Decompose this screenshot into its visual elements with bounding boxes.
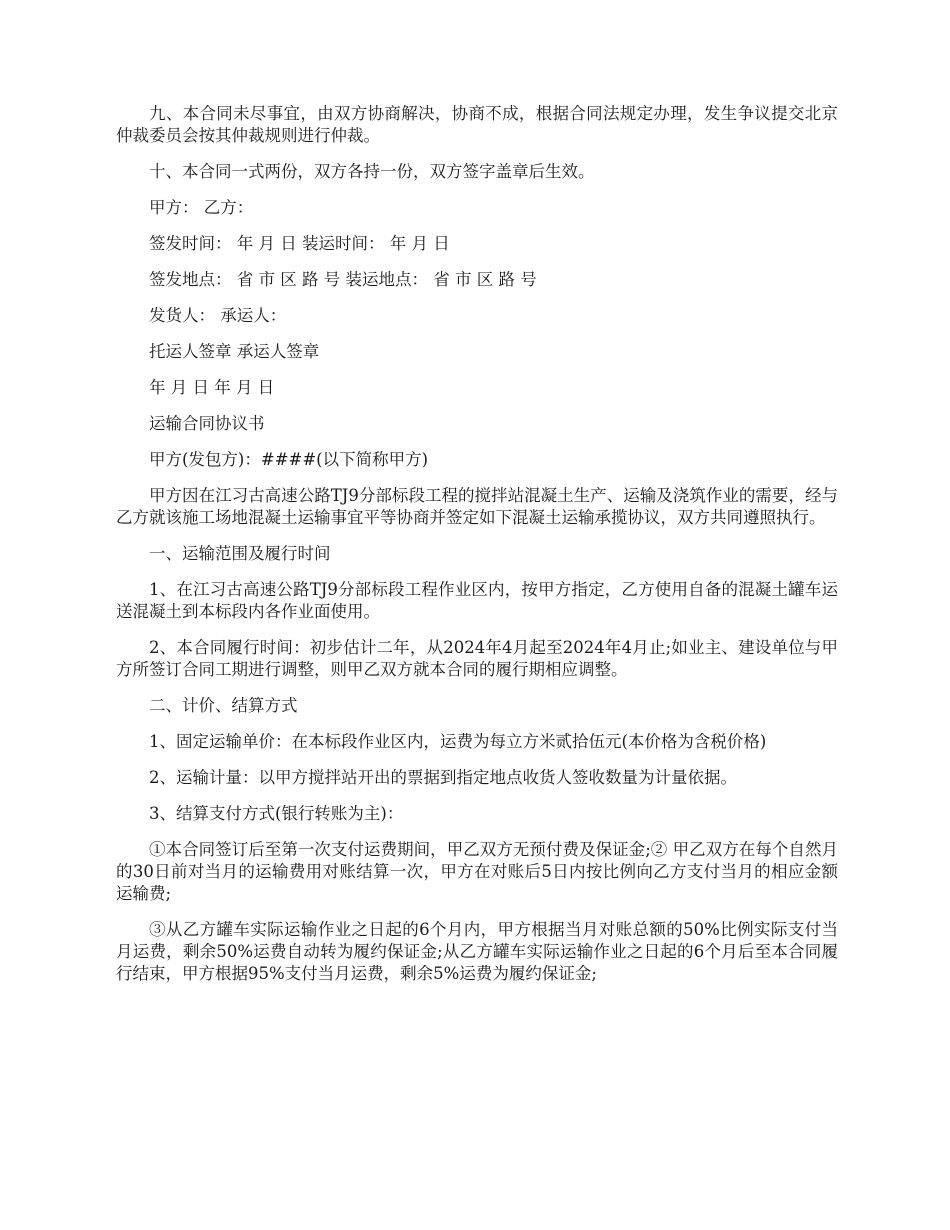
section-two-item-2: 2、运输计量：以甲方搅拌站开出的票据到指定地点收货人签收数量为计量依据。 (149, 768, 737, 787)
issue-time-line: 签发时间： 年 月 日 装运时间： 年 月 日 (149, 234, 450, 253)
section-two-item-3: 3、结算支付方式(银行转账为主)： (149, 804, 404, 823)
section-two-item-1: 1、固定运输单价：在本标段作业区内，运费为每立方米贰拾伍元(本价格为含税价格) (149, 732, 767, 751)
section-one-item-1: 1、在江习古高速公路TJ9分部标段工程作业区内，按甲方指定，乙方使用自备的混凝土罐车运送混凝土到本标段内各作业面使用。 (116, 580, 838, 621)
section-one-heading: 一、运输范围及履行时间 (149, 544, 331, 563)
shipper-carrier-line: 发货人： 承运人： (149, 306, 287, 325)
agreement-title: 运输合同协议书 (149, 414, 265, 433)
payment-clause-3: ③从乙方罐车实际运输作业之日起的6个月内，甲方根据当月对账总额的50%比例实际支付当月运费，剩余50%运费自动转为履约保证金;从乙方罐车实际运输作业之日起的6个月后至本合同履行结束，甲方根据95%支付当月运费，剩余5%运费为履约保证金; (116, 920, 838, 983)
section-two-heading: 二、计价、结算方式 (149, 696, 298, 715)
party-a-line: 甲方(发包方)：####(以下简称甲方) (149, 450, 429, 469)
issue-place-line: 签发地点： 省 市 区 路 号 装运地点： 省 市 区 路 号 (149, 270, 537, 289)
clause-nine: 九、本合同未尽事宜，由双方协商解决，协商不成，根据合同法规定办理，发生争议提交北京仲裁委员会按其仲裁规则进行仲裁。 (116, 104, 838, 145)
document-page (116, 103, 838, 999)
seal-line: 托运人签章 承运人签章 (149, 342, 320, 361)
preamble-paragraph: 甲方因在江习古高速公路TJ9分部标段工程的搅拌站混凝土生产、运输及浇筑作业的需要，经与乙方就该施工场地混凝土运输事宜平等协商并签定如下混凝土运输承揽协议，双方共同遵照执行。 (116, 486, 838, 527)
clause-ten: 十、本合同一式两份，双方各持一份，双方签字盖章后生效。 (149, 162, 595, 181)
section-one-item-2: 2、本合同履行时间：初步估计二年，从2024年4月起至2024年4月止;如业主、建设单位与甲方所签订合同工期进行调整，则甲乙双方就本合同的履行期相应调整。 (116, 638, 838, 679)
party-signature-line: 甲方： 乙方： (149, 198, 254, 217)
date-line: 年 月 日 年 月 日 (149, 378, 275, 397)
payment-clause-1-2: ①本合同签订后至第一次支付运费期间，甲乙双方无预付费及保证金;② 甲乙双方在每个自然月的30日前对当月的运输费用对账结算一次，甲方在对账后5日内按比例向乙方支付当月的相应金额运输费; (116, 840, 838, 903)
